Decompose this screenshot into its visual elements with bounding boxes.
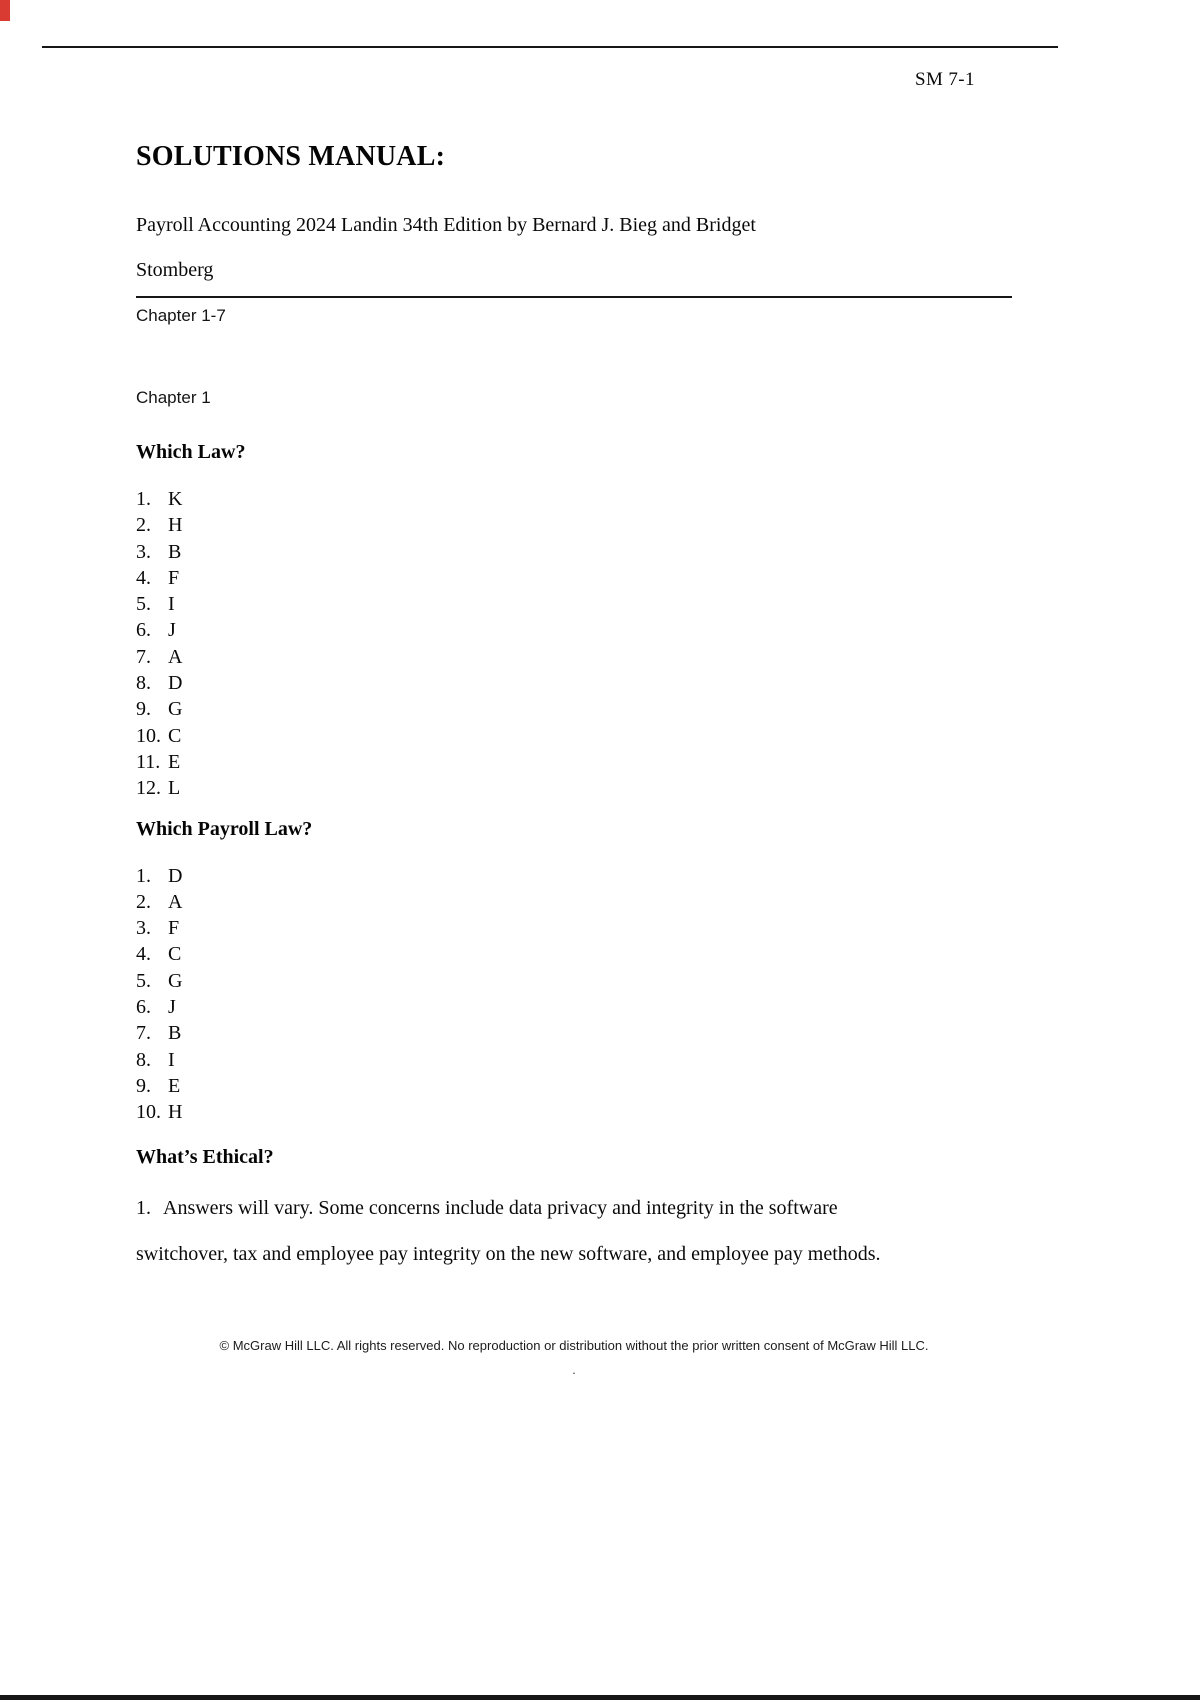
- answer-row: [136, 644, 1012, 670]
- document-body: [136, 141, 1012, 1277]
- answer-row: [136, 749, 1012, 775]
- page-edge-mark: [0, 0, 10, 21]
- answer-number: 2.: [136, 514, 151, 537]
- answer-letter: A: [168, 890, 183, 913]
- answer-letter: I: [168, 1048, 175, 1071]
- copyright-footer: © McGraw Hill LLC. All rights reserved. No reproduction or distribution without the prior written consent of McGraw Hill LLC.: [219, 1338, 929, 1353]
- answer-row: [136, 1047, 1012, 1073]
- answer-row: [136, 565, 1012, 591]
- answer-row: [136, 1099, 1012, 1125]
- answer-row: [136, 863, 1012, 889]
- answer-row: [136, 915, 1012, 941]
- answer-letter: C: [168, 943, 182, 966]
- answer-number: 1.: [136, 488, 151, 510]
- answer-letter: E: [168, 1074, 181, 1097]
- answer-row: [136, 670, 1012, 696]
- answer-row: [136, 994, 1012, 1020]
- answer-number: 4.: [136, 943, 151, 966]
- ethical-answer-text1: Answers will vary. Some concerns include data privacy and integrity in the software: [163, 1196, 838, 1219]
- answer-letter: B: [168, 540, 182, 563]
- answer-row: [136, 486, 1012, 512]
- answer-letter: B: [168, 1022, 182, 1045]
- answer-letter: K: [168, 488, 183, 510]
- answer-number: 1.: [136, 864, 151, 887]
- answer-number: 8.: [136, 1048, 151, 1071]
- answer-number: 10.: [136, 1101, 161, 1124]
- answer-row: [136, 591, 1012, 617]
- answer-number: 6.: [136, 996, 151, 1019]
- page-number: SM 7-1: [915, 69, 975, 90]
- answer-row: [136, 512, 1012, 538]
- answer-row: [136, 539, 1012, 565]
- ethical-answer-paragraph: [136, 1185, 1012, 1277]
- answer-number: 7.: [136, 645, 151, 668]
- answer-row: [136, 889, 1012, 915]
- answer-number: 10.: [136, 724, 161, 747]
- answer-number: 4.: [136, 566, 151, 589]
- answer-number: 5.: [136, 969, 151, 992]
- document-subtitle: [136, 203, 1012, 293]
- answer-row: [136, 617, 1012, 643]
- answer-letter: D: [168, 864, 183, 887]
- answer-number: 9.: [136, 698, 151, 721]
- answer-letter: C: [168, 724, 182, 747]
- title-divider: [136, 296, 1012, 298]
- answer-letter: H: [168, 514, 183, 537]
- answer-letter: D: [168, 672, 183, 695]
- answer-letter: G: [168, 698, 183, 721]
- answer-letter: G: [168, 969, 183, 992]
- answer-row: [136, 775, 1012, 801]
- ethical-answer-line1: [136, 1185, 1012, 1231]
- answer-row: [136, 723, 1012, 749]
- answer-row: [136, 696, 1012, 722]
- answer-letter: H: [168, 1101, 183, 1124]
- whats-ethical-heading: What’s Ethical?: [136, 1145, 274, 1168]
- answer-row: [136, 968, 1012, 994]
- answer-number: 7.: [136, 1022, 151, 1045]
- which-payroll-law-answer-list: [136, 863, 1012, 1126]
- answer-number: 6.: [136, 619, 151, 642]
- which-law-heading: Which Law?: [136, 441, 246, 463]
- answer-letter: A: [168, 645, 183, 668]
- answer-letter: F: [168, 917, 180, 940]
- ethical-answer-number: 1.: [136, 1196, 151, 1219]
- which-law-answer-list: [136, 486, 1012, 802]
- answer-number: 3.: [136, 917, 151, 940]
- answer-letter: J: [168, 619, 176, 642]
- document-title: SOLUTIONS MANUAL:: [136, 141, 446, 172]
- answer-number: 8.: [136, 672, 151, 695]
- document-subtitle-line1: Payroll Accounting 2024 Landin 34th Edition by Bernard J. Bieg and Bridget: [136, 214, 756, 236]
- answer-letter: E: [168, 750, 181, 773]
- answer-number: 9.: [136, 1074, 151, 1097]
- chapter-range-label: Chapter 1-7: [136, 306, 226, 325]
- answer-number: 3.: [136, 540, 151, 563]
- answer-letter: F: [168, 566, 180, 589]
- ethical-answer-line2: switchover, tax and employee pay integrity on the new software, and employee pay methods.: [136, 1242, 881, 1265]
- document-subtitle-line2: Stomberg: [136, 259, 214, 281]
- answer-number: 5.: [136, 593, 151, 616]
- answer-row: [136, 1020, 1012, 1046]
- answer-letter: I: [168, 593, 175, 616]
- chapter-heading: Chapter 1: [136, 388, 211, 407]
- page-bottom-edge: [0, 1695, 1200, 1700]
- footer-dot: .: [572, 1362, 576, 1377]
- answer-row: [136, 1073, 1012, 1099]
- header-rule: [42, 46, 1058, 48]
- answer-number: 2.: [136, 890, 151, 913]
- answer-row: [136, 941, 1012, 967]
- answer-letter: J: [168, 996, 176, 1019]
- which-payroll-law-heading: Which Payroll Law?: [136, 817, 313, 840]
- answer-number: 11.: [136, 750, 161, 773]
- answer-letter: L: [168, 777, 181, 800]
- answer-number: 12.: [136, 777, 161, 800]
